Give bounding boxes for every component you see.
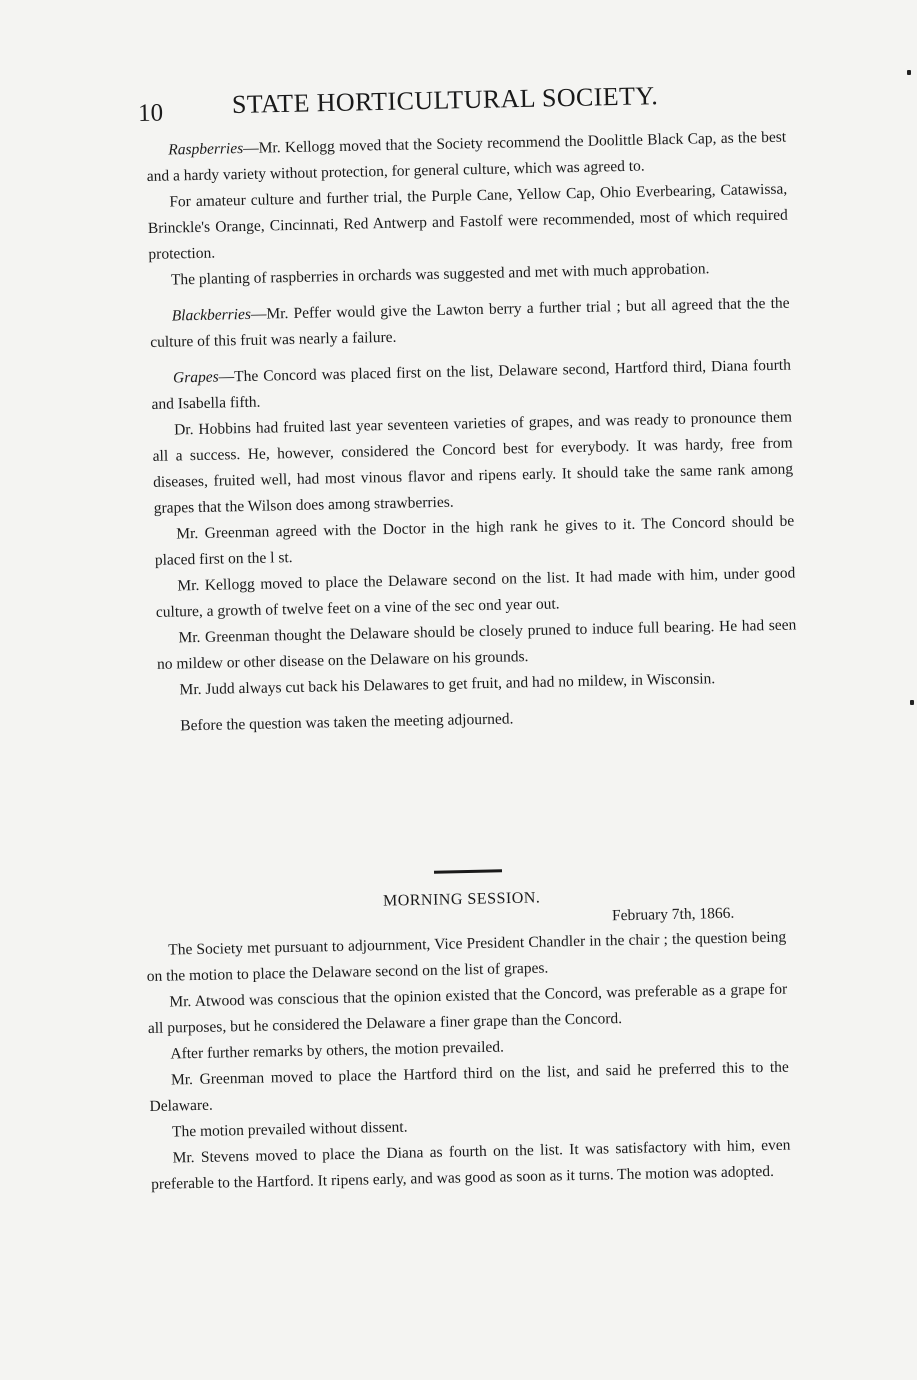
paragraph-text: For amateur culture and further trial, the Purple Cane, Yellow Cap, Ohio Everbearing, Catawissa, Brinckle's Orange, Cincinnati, Red Antwerp and Fastolf were recommended, most of which required protection. (147, 180, 788, 263)
paragraph-text: Mr. Greenman thought the Delaware should be closely pruned to induce full bearing. He had seen no mildew or other disease on the Delaware on his grounds. (156, 616, 797, 673)
running-head: STATE HORTICULTURAL SOCIETY. (231, 81, 659, 120)
paragraph-text: —The Concord was placed first on the list, Delaware second, Hartford third, Diana fourth and Isabella fifth. (151, 356, 792, 413)
paragraph: The Society met pursuant to adjournment, Vice President Chandler in the chair ; the question being on the motion to place the Delaware second on the list of grapes. (146, 928, 787, 985)
paragraph: Mr. Greenman moved to place the Hartford third on the list, and said he preferred this to the Delaware. (149, 1058, 790, 1115)
page-number: 10 (137, 99, 164, 127)
paragraph-text: Mr. Greenman agreed with the Doctor in the high rank he gives to it. The Concord should be placed first on the l st. (154, 512, 795, 569)
section-morning-session (146, 925, 791, 1198)
paragraph-text: Before the question was taken the meeting adjourned. (180, 710, 514, 735)
paragraph: Mr. Atwood was conscious that the opinion existed that the Concord, was preferable as a grape for all purposes, but he considered the Delaware a finer grape than the Concord. (147, 980, 788, 1037)
margin-mark (907, 70, 911, 75)
paragraph: The motion prevailed without dissent. (171, 1118, 408, 1141)
paragraph: After further remarks by others, the motion prevailed. (170, 1038, 505, 1063)
paragraph-text: The planting of raspberries in orchards was suggested and met with much approbation. (170, 260, 710, 289)
paragraph-text: —Mr. Kellogg moved that the Society recommend the Doolittle Black Cap, as the best and a hardy variety without protection, for general culture, which was agreed to. (146, 128, 787, 185)
paragraph-adjourned (158, 700, 798, 739)
section-fruit-discussion (146, 125, 798, 740)
paragraph-text: —Mr. Peffer would give the Lawton berry a further trial ; but all agreed that the the culture of this fruit was nearly a failure. (150, 294, 790, 351)
section-divider (434, 869, 502, 873)
session-date: February 7th, 1866. (611, 904, 735, 925)
paragraph-blackberries (149, 291, 790, 356)
session-heading: MORNING SESSION. (382, 889, 541, 910)
paragraph-text: Dr. Hobbins had fruited last year seventeen varieties of grapes, and was ready to pronounce them all a success. He, however, considered the Concord best for everybody. It was hardy, free from diseases, fruited well, had most vinous flavor and ripens early. It should take the same rank among grapes that the Wilson does among strawberries. (152, 408, 794, 517)
paragraph-text: Mr. Judd always cut back his Delawares to get fruit, and had no mildew, in Wisconsin. (179, 670, 716, 699)
paragraph (152, 405, 794, 522)
paragraph (147, 177, 788, 268)
margin-mark (910, 700, 914, 705)
paragraph-lead: Grapes (172, 368, 219, 387)
page-header (138, 76, 699, 132)
paragraph-text: Mr. Kellogg moved to place the Delaware second on the list. It had made with him, under good culture, a growth of twelve feet on a vine of the sec ond year out. (155, 564, 796, 621)
paragraph-lead: Blackberries (171, 305, 252, 325)
paragraph: Mr. Stevens moved to place the Diana as fourth on the list. It was satisfactory with him, even preferable to the Hartford. It ripens early, and was good as soon as it turns. The motion was adopted. (150, 1136, 791, 1193)
paragraph-lead: Raspberries (168, 139, 244, 159)
